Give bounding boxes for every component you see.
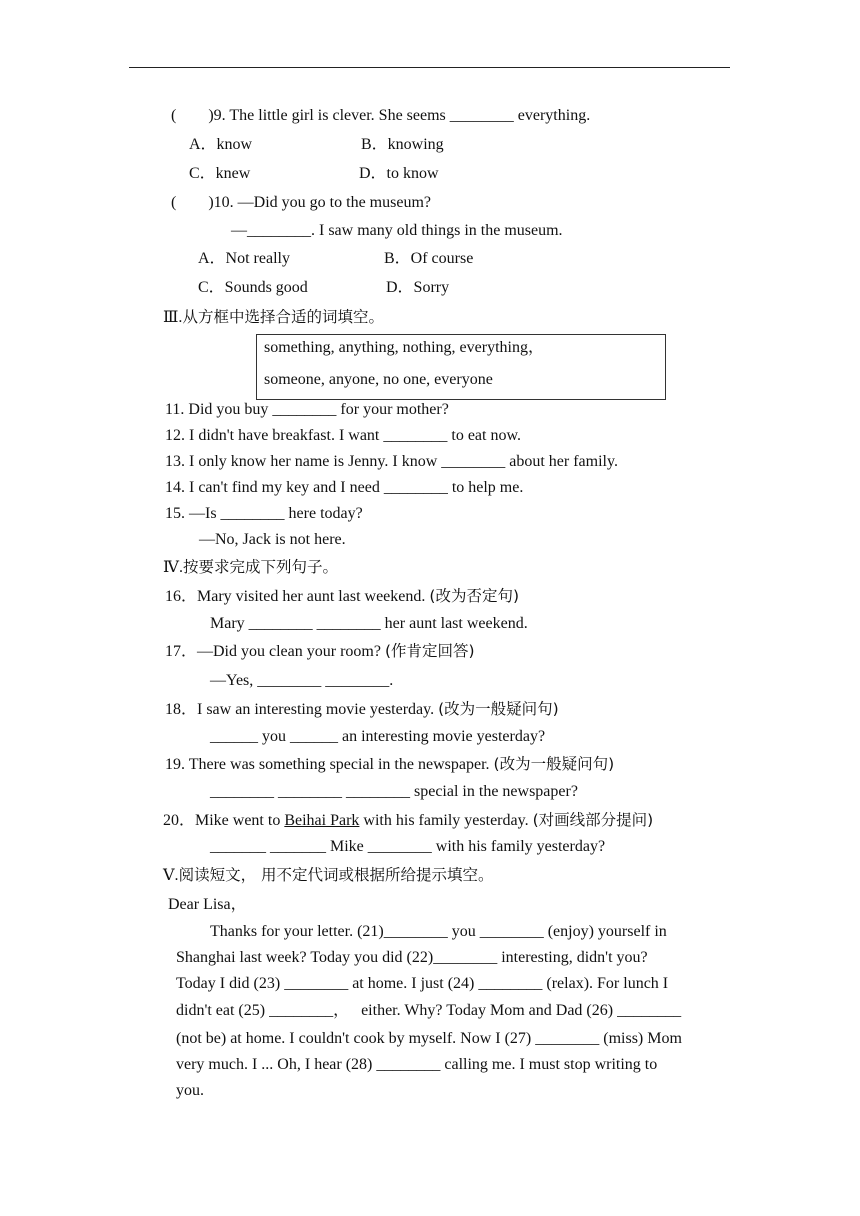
passage-line-1: Thanks for your letter. (21)________ you ________ (enjoy) yourself in	[210, 923, 667, 940]
section-title: 从方框中选择合适的词填空。	[182, 308, 384, 326]
question-18	[165, 699, 559, 720]
question-20	[163, 810, 653, 831]
section-title: 按要求完成下列句子。	[182, 558, 338, 576]
question-20-answer: _______ _______ Mike ________ with his family yesterday?	[210, 838, 606, 855]
question-text: 18．I saw an interesting movie yesterday.	[165, 701, 439, 718]
instruction-note: (改为否定句)	[429, 587, 519, 605]
question-stem: 10. —Did you go to the museum?	[213, 194, 431, 211]
section-title: 阅读短文， 用不定代词或根据所给提示填空。	[178, 866, 494, 884]
option-d: D．to know	[359, 165, 439, 182]
passage-line-6: very much. I ... Oh, I hear (28) ________ calling me. I must stop writing to	[176, 1056, 658, 1073]
option-a: A．Not really	[198, 250, 290, 267]
question-15: 15. —Is ________ here today?	[165, 505, 363, 522]
question-13: 13. I only know her name is Jenny. I know ________ about her family.	[165, 453, 618, 470]
question-12: 12. I didn't have breakfast. I want ________ to eat now.	[165, 427, 521, 444]
section-4-heading	[163, 557, 338, 578]
letter-greeting: Dear Lisa，	[168, 896, 247, 913]
question-9	[171, 106, 590, 126]
passage-line-3: Today I did (23) ________ at home. I just (24) ________ (relax). For lunch I	[176, 975, 669, 992]
word-box-line-1: something, anything, nothing, everything，	[264, 339, 544, 356]
underlined-phrase: Beihai Park	[284, 812, 360, 829]
question-17	[165, 641, 475, 662]
question-text: 17．—Did you clean your room?	[165, 643, 385, 660]
passage-line-5: (not be) at home. I couldn't cook by myself. Now I (27) ________ (miss) Mom	[176, 1030, 682, 1047]
question-14: 14. I can't find my key and I need ________ to help me.	[165, 479, 524, 496]
section-number: Ⅴ.	[163, 867, 179, 884]
option-d: D．Sorry	[386, 279, 450, 296]
question-19-answer: ________ ________ ________ special in the newspaper?	[210, 783, 578, 800]
section-3-heading	[163, 307, 384, 328]
instruction-note: (作肯定回答)	[384, 642, 475, 660]
question-10-reply: —________. I saw many old things in the museum.	[231, 222, 563, 239]
question-text: 19. There was something special in the newspaper.	[165, 756, 494, 773]
passage-line-4: didn't eat (25) ________， either. Why? Today Mom and Dad (26) ________	[176, 1002, 682, 1019]
question-16	[165, 586, 519, 607]
section-number: Ⅳ.	[163, 559, 183, 576]
instruction-note: (对画线部分提问)	[532, 811, 654, 829]
instruction-note: (改为一般疑问句)	[438, 700, 559, 718]
answer-bracket: ( )	[171, 194, 214, 211]
word-box-line-2: someone, anyone, no one, everyone	[264, 371, 493, 388]
question-17-answer: —Yes, ________ ________.	[210, 672, 394, 689]
answer-bracket: ( )	[171, 107, 214, 124]
question-text: 16．Mary visited her aunt last weekend.	[165, 588, 430, 605]
question-11: 11. Did you buy ________ for your mother?	[165, 401, 449, 418]
option-b: B．knowing	[361, 136, 444, 153]
question-text: with his family yesterday.	[359, 812, 533, 829]
question-18-answer: ______ you ______ an interesting movie yesterday?	[210, 728, 546, 745]
option-b: B．Of course	[384, 250, 474, 267]
instruction-note: (改为一般疑问句)	[493, 755, 615, 773]
passage-line-2: Shanghai last week? Today you did (22)________ interesting, didn't you?	[176, 949, 648, 966]
option-c: C．Sounds good	[198, 279, 308, 296]
question-stem: 9. The little girl is clever. She seems ________ everything.	[213, 107, 591, 124]
question-16-answer: Mary ________ ________ her aunt last weekend.	[210, 615, 528, 632]
section-number: Ⅲ.	[163, 309, 183, 326]
option-c: C．knew	[189, 165, 251, 182]
question-15-reply: —No, Jack is not here.	[199, 531, 346, 548]
option-a: A．know	[189, 136, 253, 153]
question-text: 20．Mike went to	[163, 812, 285, 829]
header-rule	[129, 67, 730, 68]
section-5-heading	[163, 865, 494, 886]
passage-line-7: you.	[176, 1082, 204, 1099]
question-19	[165, 754, 614, 775]
question-10	[171, 193, 431, 213]
